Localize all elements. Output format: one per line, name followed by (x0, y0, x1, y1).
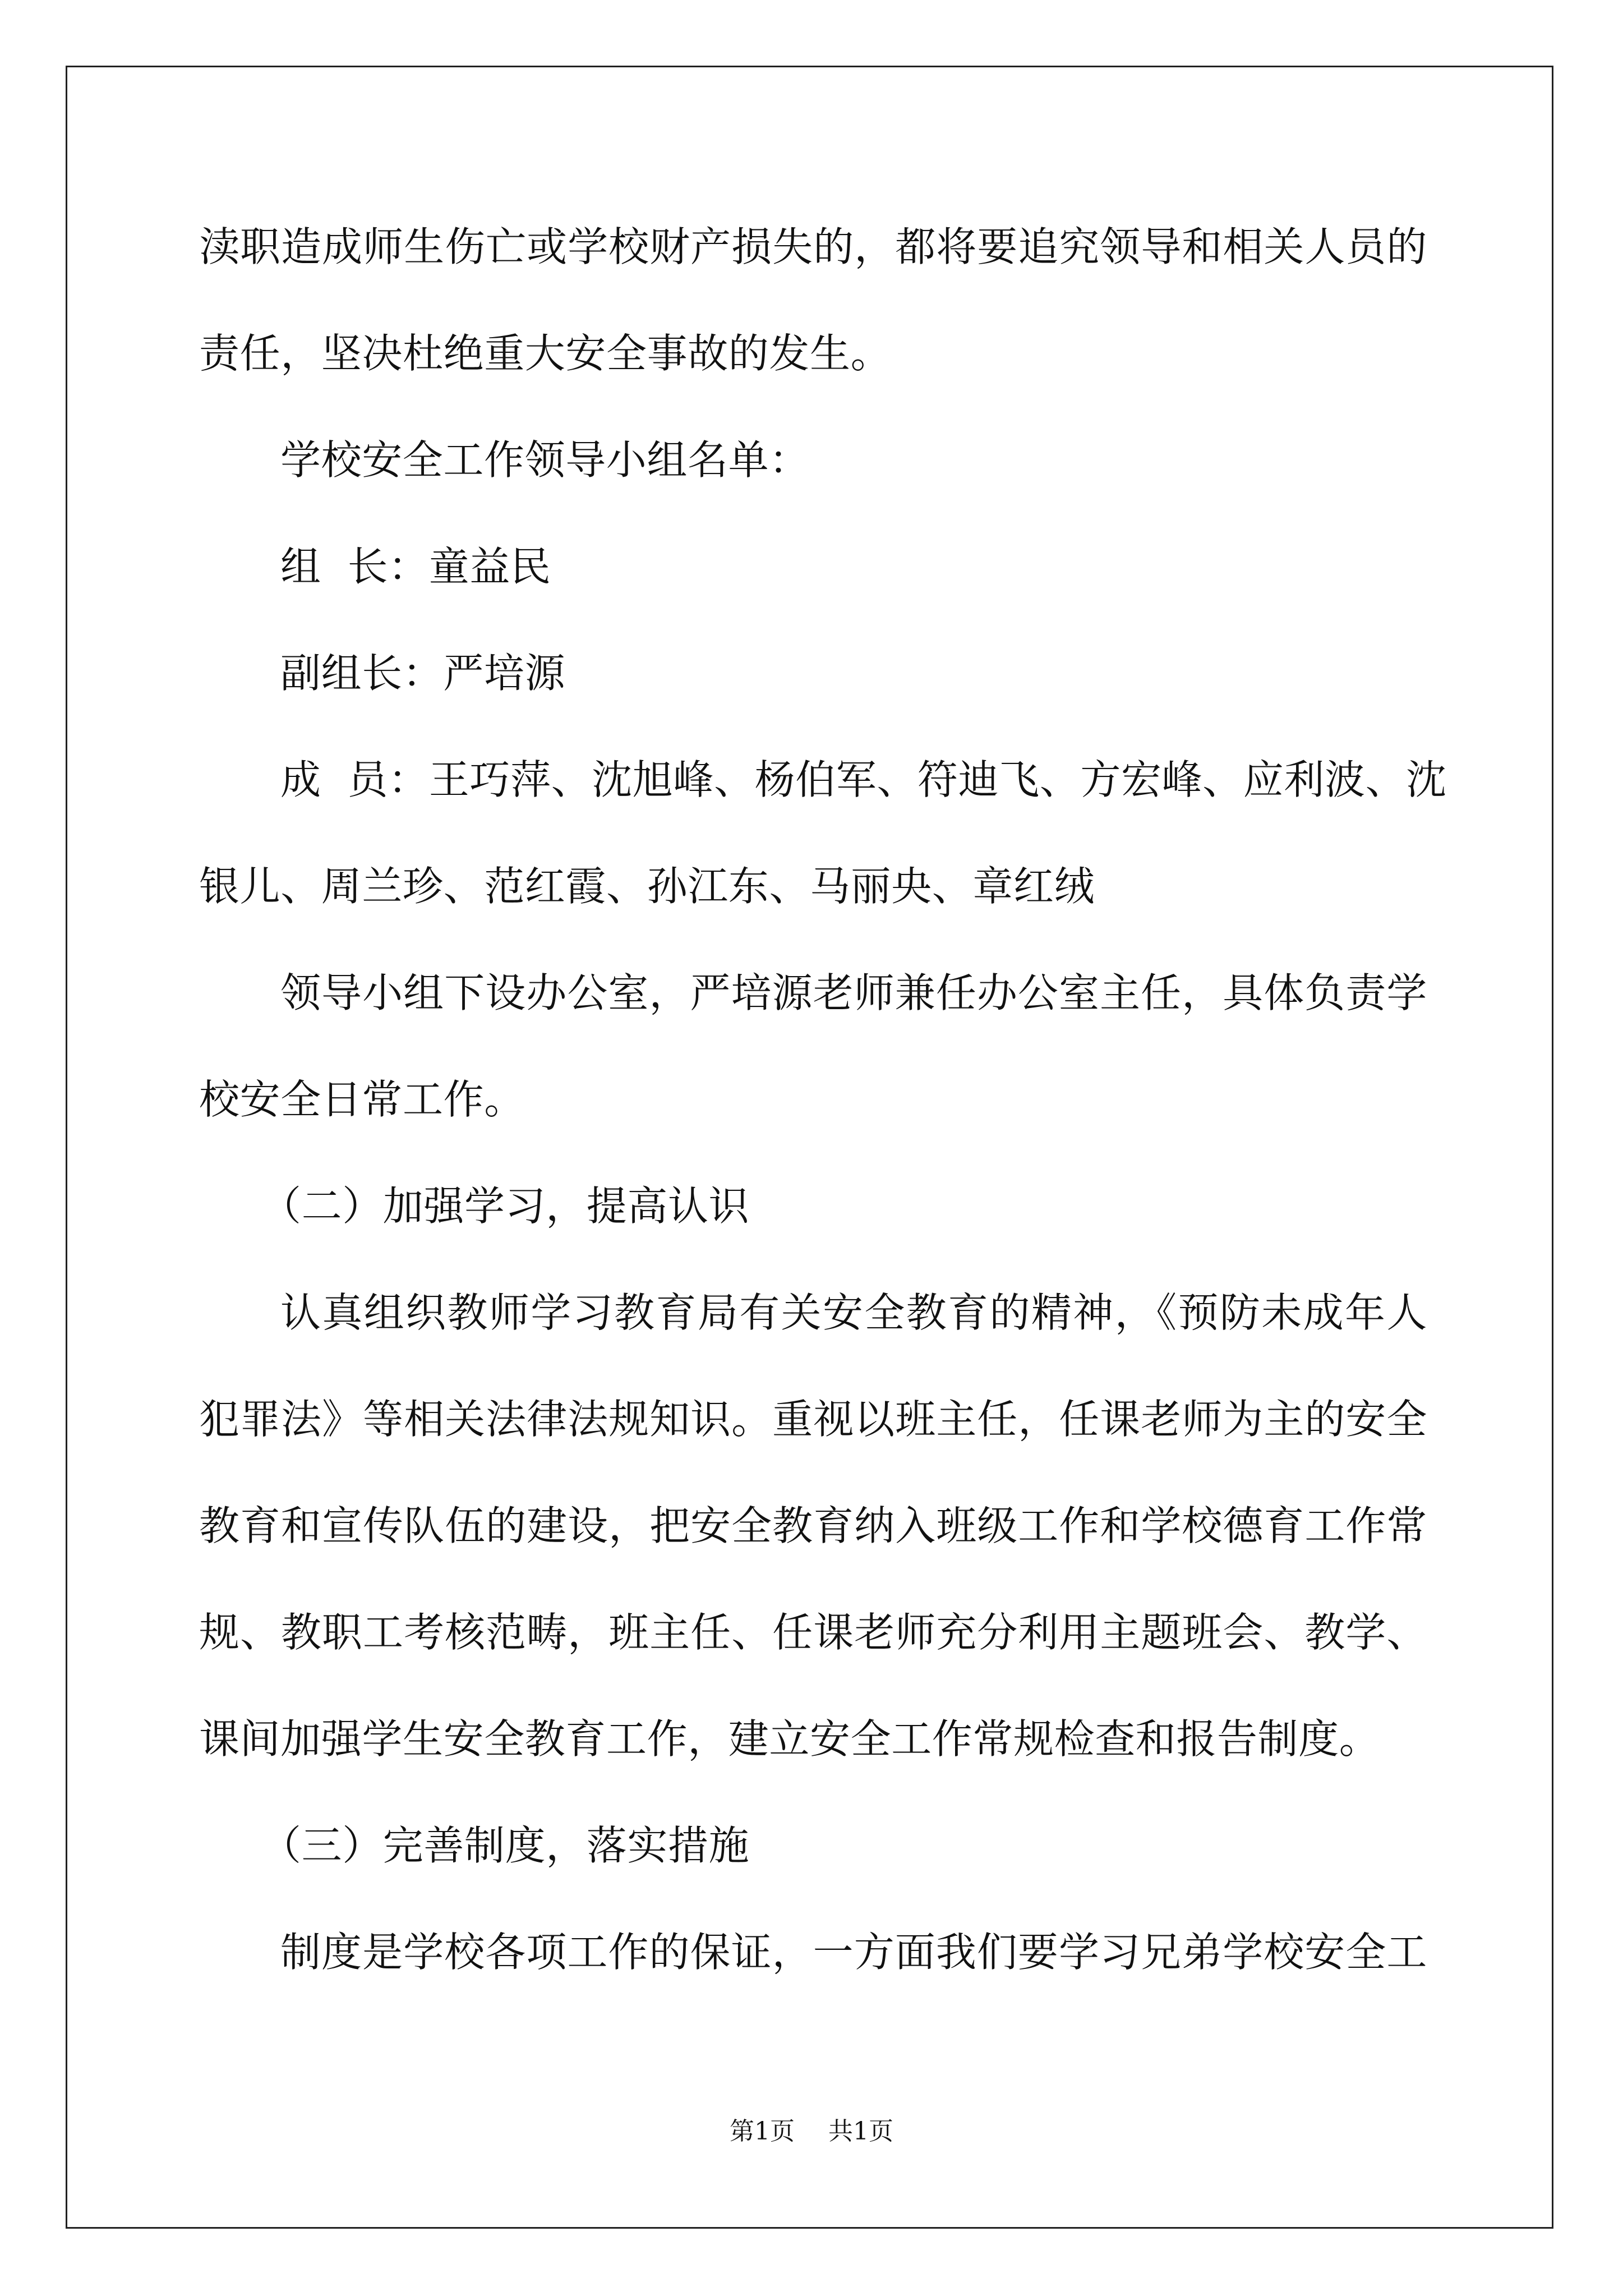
paragraph-line-2: 责任，坚决杜绝重大安全事故的发生。 (199, 330, 892, 377)
page-border (66, 66, 1553, 2229)
section-heading-3: （三）完善制度，落实措施 (261, 1822, 750, 1869)
office-paragraph-line-1: 领导小组下设办公室，严培源老师兼任办公室主任，具体负责学 (280, 969, 1427, 1016)
paragraph-line-1: 渎职造成师生伤亡或学校财产损失的，都将要追究领导和相关人员的 (199, 223, 1427, 270)
deputy-leader-line: 副组长：严培源 (280, 650, 566, 697)
page-total: 共1页 (828, 2117, 893, 2146)
page-footer (0, 2115, 1623, 2148)
study-paragraph-line-1: 认真组织教师学习教育局有关安全教育的精神，《预防未成年人 (280, 1289, 1427, 1336)
leadership-group-heading: 学校安全工作领导小组名单： (280, 436, 810, 484)
group-leader-line: 组 长：童益民 (280, 543, 551, 590)
study-paragraph-line-2: 犯罪法》等相关法律法规知识。重视以班主任，任课老师为主的安全 (199, 1396, 1427, 1443)
office-paragraph-line-2: 校安全日常工作。 (199, 1076, 525, 1123)
members-line-1: 成 员：王巧萍、沈旭峰、杨伯军、符迪飞、方宏峰、应利波、沈 (280, 756, 1447, 803)
members-line-2: 银儿、周兰珍、范红霞、孙江东、马丽央、章红绒 (199, 863, 1095, 910)
study-paragraph-line-5: 课间加强学生安全教育工作，建立安全工作常规检查和报告制度。 (199, 1715, 1380, 1763)
study-paragraph-line-4: 规、教职工考核范畴，班主任、任课老师充分利用主题班会、教学、 (199, 1609, 1427, 1656)
system-paragraph-line-1: 制度是学校各项工作的保证，一方面我们要学习兄弟学校安全工 (280, 1929, 1427, 1976)
page-number: 第1页 (730, 2117, 795, 2146)
section-heading-2: （二）加强学习，提高认识 (261, 1182, 750, 1230)
study-paragraph-line-3: 教育和宣传队伍的建设，把安全教育纳入班级工作和学校德育工作常 (199, 1502, 1427, 1549)
